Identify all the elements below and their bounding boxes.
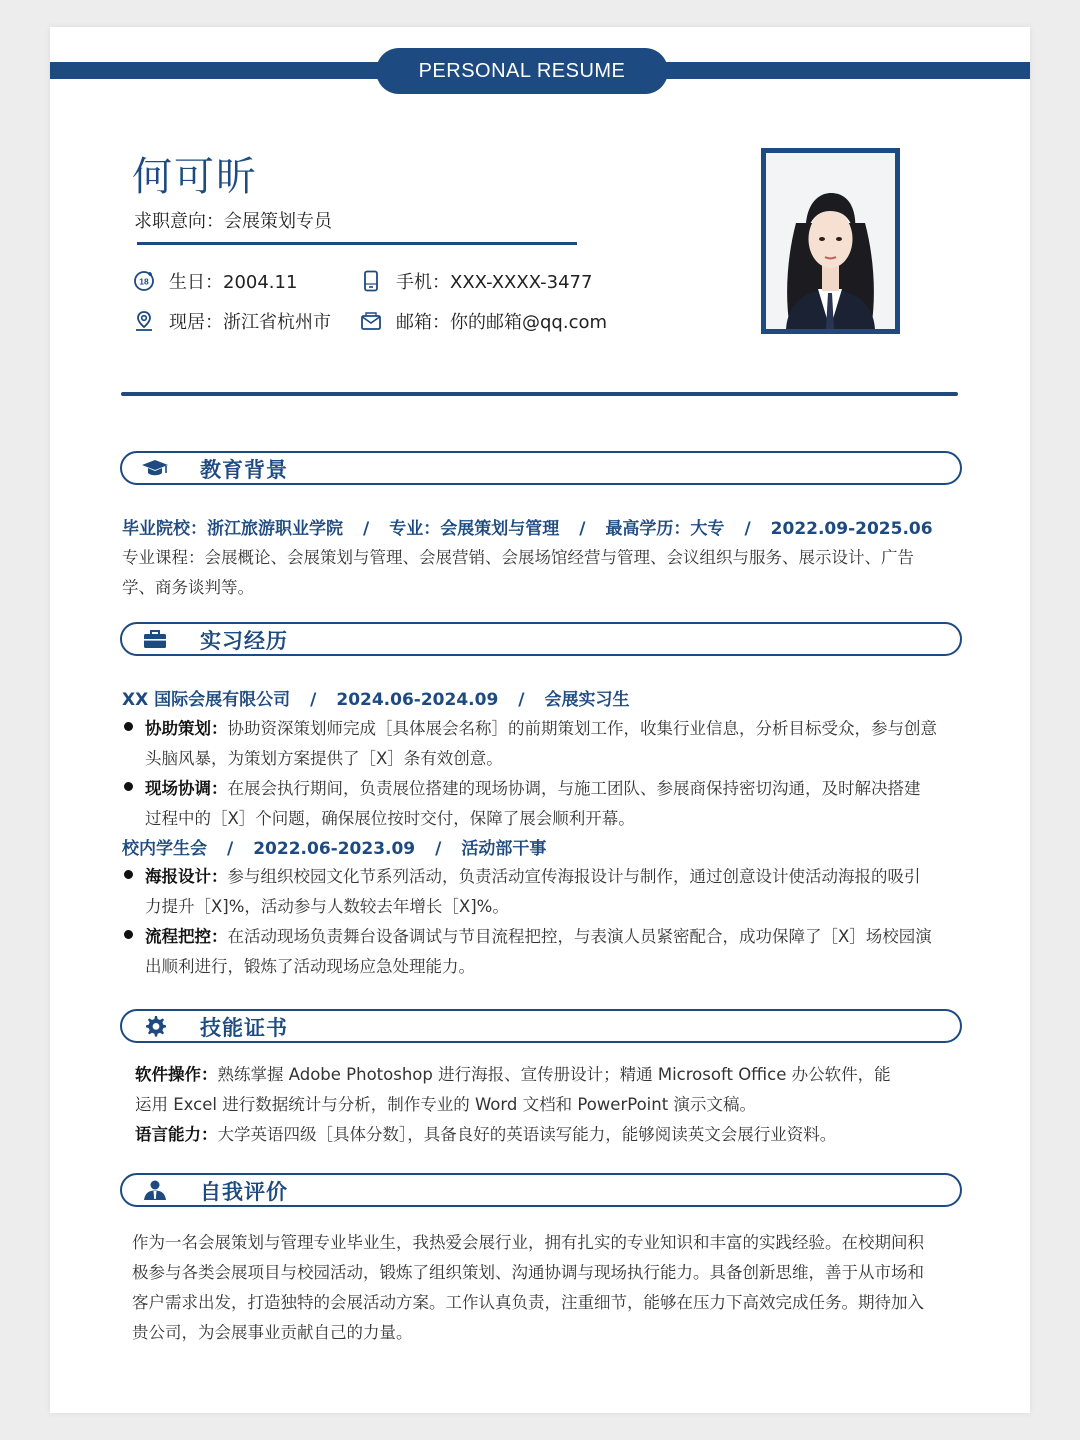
phone-icon bbox=[360, 270, 382, 292]
photo-frame bbox=[761, 148, 900, 334]
bullet bbox=[124, 870, 133, 879]
education-meta: 毕业院校：浙江旅游职业学院 / 专业：会展策划与管理 / 最高学历：大专 / 2022.09-2025.06 bbox=[122, 519, 933, 539]
job-period: 2022.06-2023.09 bbox=[253, 839, 416, 859]
candidate-name: 何可昕 bbox=[132, 154, 258, 200]
bullet bbox=[124, 930, 133, 939]
graduation-cap-icon bbox=[140, 457, 170, 479]
self-eval-line: 极参与各类会展项目与校园活动，锻炼了组织策划、沟通协调与现场执行能力。具备创新思维，善于从市场和 bbox=[132, 1263, 924, 1282]
edu-period: 2022.09-2025.06 bbox=[770, 519, 933, 539]
svg-text:18: 18 bbox=[139, 276, 149, 287]
section-title: 自我评价 bbox=[200, 1180, 288, 1204]
school: 毕业院校：浙江旅游职业学院 bbox=[122, 519, 343, 539]
phone-text: 手机：XXX-XXXX-3477 bbox=[396, 272, 593, 293]
job-item-line-1: 海报设计：参与组织校园文化节系列活动，负责活动宣传海报设计与制作，通过创意设计使活动海报的吸引 bbox=[145, 867, 921, 886]
briefcase-icon bbox=[140, 628, 170, 650]
software-line-1: 软件操作：熟练掌握 Adobe Photoshop 进行海报、宣传册设计；精通 Microsoft Office 办公软件，能 bbox=[135, 1065, 891, 1084]
job-intent: 求职意向：会展策划专员 bbox=[134, 211, 332, 232]
major: 专业：会展策划与管理 bbox=[389, 519, 560, 539]
job-org: 校内学生会 bbox=[122, 839, 207, 859]
job-meta: 校内学生会 / 2022.06-2023.09 / 活动部干事 bbox=[122, 839, 547, 859]
phone-info bbox=[360, 268, 592, 294]
profile-photo bbox=[766, 153, 895, 329]
bullet bbox=[124, 722, 133, 731]
profile-divider bbox=[121, 392, 958, 396]
birth-info bbox=[133, 268, 297, 294]
degree: 最高学历：大专 bbox=[605, 519, 725, 539]
email-info bbox=[360, 308, 607, 334]
job-item-line-1: 流程把控：在活动现场负责舞台设备调试与节目流程把控，与表演人员紧密配合，成功保障了［X］场校园演 bbox=[145, 927, 932, 946]
location-pin-icon bbox=[133, 310, 155, 332]
job-org: XX 国际会展有限公司 bbox=[122, 690, 291, 710]
job-role: 会展实习生 bbox=[544, 690, 630, 710]
job-role: 活动部干事 bbox=[461, 839, 547, 859]
section-skills bbox=[120, 1009, 962, 1043]
section-title: 实习经历 bbox=[200, 629, 288, 653]
gear-icon bbox=[140, 1015, 170, 1037]
mail-icon bbox=[360, 310, 382, 332]
section-title: 技能证书 bbox=[200, 1016, 288, 1040]
job-item-line-2: 头脑风暴，为策划方案提供了［X］条有效创意。 bbox=[145, 749, 503, 768]
courses-line-1: 专业课程：会展概论、会展策划与管理、会展营销、会展场馆经营与管理、会议组织与服务、展示设计、广告 bbox=[122, 548, 914, 567]
location-text: 现居：浙江省杭州市 bbox=[169, 312, 331, 333]
job-item-line-1: 协助策划：协助资深策划师完成［具体展会名称］的前期策划工作，收集行业信息，分析目标受众，参与创意 bbox=[145, 719, 937, 738]
job-item-line-2: 出顺利进行，锻炼了活动现场应急处理能力。 bbox=[145, 957, 475, 976]
job-meta: XX 国际会展有限公司 / 2024.06-2024.09 / 会展实习生 bbox=[122, 690, 630, 710]
job-item-line-2: 过程中的［X］个问题，确保展位按时交付，保障了展会顺利开幕。 bbox=[145, 809, 635, 828]
section-education bbox=[120, 451, 962, 485]
intent-underline bbox=[137, 242, 577, 245]
job-item-line-2: 力提升［X]%，活动参与人数较去年增长［X]%。 bbox=[145, 897, 509, 916]
section-self-eval bbox=[120, 1173, 962, 1207]
email-text: 邮箱：你的邮箱@qq.com bbox=[396, 312, 608, 333]
job-item-line-1: 现场协调：在展会执行期间，负责展位搭建的现场协调，与施工团队、参展商保持密切沟通，及时解决搭建 bbox=[145, 779, 921, 798]
software-line-2: 运用 Excel 进行数据统计与分析，制作专业的 Word 文档和 PowerPoint 演示文稿。 bbox=[135, 1095, 756, 1114]
courses-line-2: 学、商务谈判等。 bbox=[122, 578, 254, 597]
language-line: 语言能力：大学英语四级［具体分数］，具备良好的英语读写能力，能够阅读英文会展行业资料。 bbox=[135, 1125, 837, 1144]
section-internship bbox=[120, 622, 962, 656]
self-eval-line: 贵公司，为会展事业贡献自己的力量。 bbox=[132, 1323, 413, 1342]
resume-page bbox=[50, 27, 1030, 1413]
birth-text: 生日：2004.11 bbox=[169, 272, 298, 293]
bullet bbox=[124, 782, 133, 791]
header-badge: PERSONAL RESUME bbox=[376, 48, 668, 94]
location-info bbox=[133, 308, 331, 334]
age-18-icon bbox=[133, 270, 155, 292]
self-eval-line: 作为一名会展策划与管理专业毕业生，我热爱会展行业，拥有扎实的专业知识和丰富的实践经验。在校期间积 bbox=[132, 1233, 924, 1252]
job-period: 2024.06-2024.09 bbox=[336, 690, 499, 710]
self-eval-line: 客户需求出发，打造独特的会展活动方案。工作认真负责，注重细节，能够在压力下高效完成任务。期待加入 bbox=[132, 1293, 924, 1312]
section-title: 教育背景 bbox=[200, 458, 288, 482]
user-icon bbox=[140, 1179, 170, 1201]
